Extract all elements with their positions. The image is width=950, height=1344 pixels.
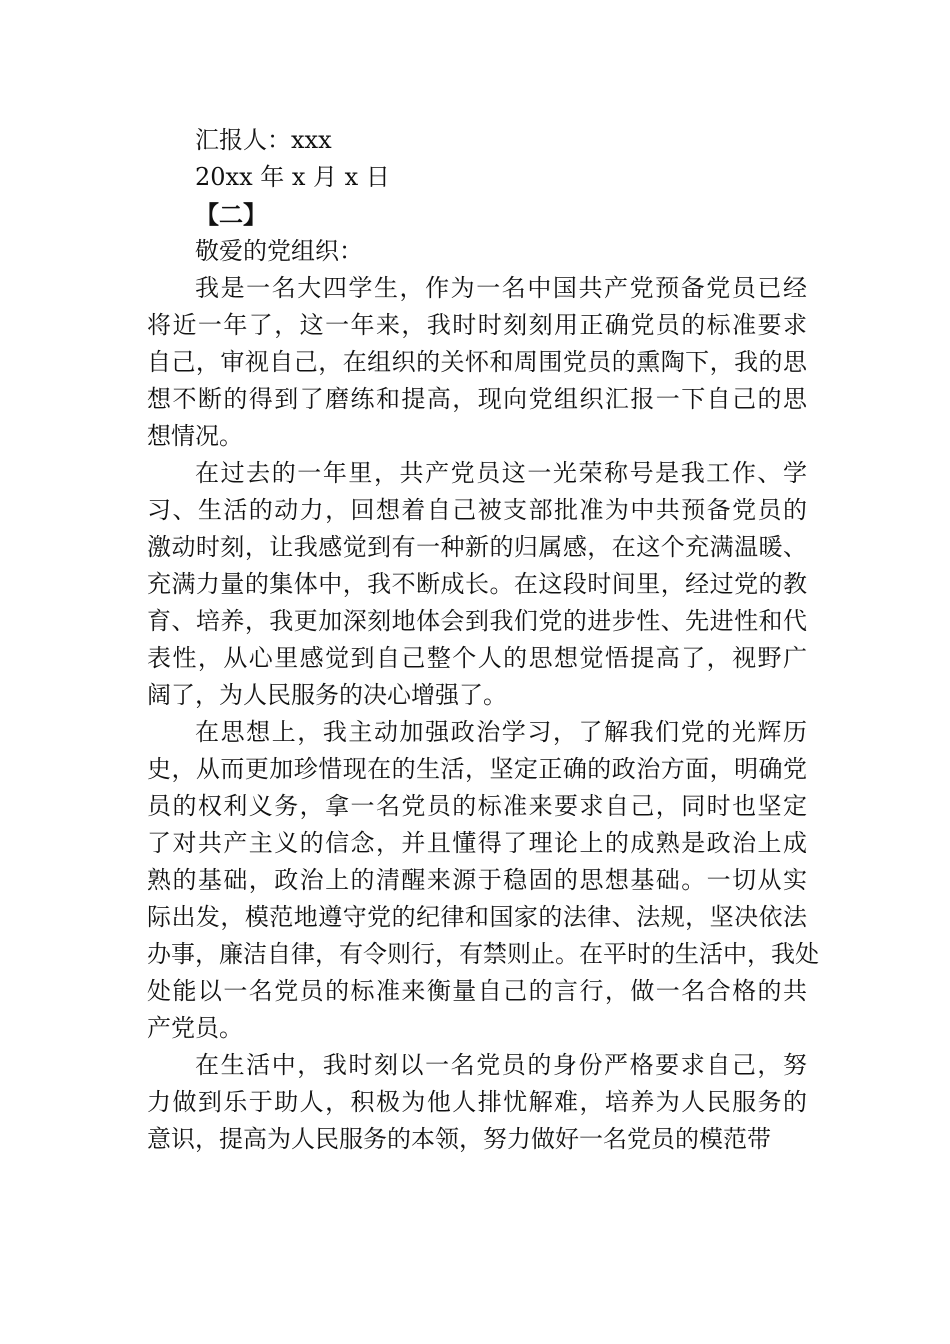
paragraph-line: 表性，从心里感觉到自己整个人的思想觉悟提高了，视野广	[147, 644, 807, 672]
paragraph-line: 想不断的得到了磨练和提高，现向党组织汇报一下自己的思	[147, 385, 807, 413]
paragraph-line: 我是一名大四学生，作为一名中国共产党预备党员已经	[195, 274, 807, 302]
paragraph-line: 在过去的一年里，共产党员这一光荣称号是我工作、学	[195, 459, 807, 487]
paragraph-line: 产党员。	[147, 1014, 243, 1042]
paragraph-line: 将近一年了，这一年来，我时时刻刻用正确党员的标准要求	[147, 311, 807, 339]
paragraph-line: 办事，廉洁自律，有令则行，有禁则止。在平时的生活中，我处	[147, 940, 819, 968]
paragraph-line: 育、培养，我更加深刻地体会到我们党的进步性、先进性和代	[147, 607, 807, 635]
body-paragraph	[147, 270, 807, 455]
report-date: 20xx 年 x 月 x 日	[195, 163, 390, 191]
document-page	[147, 122, 819, 1158]
body-paragraph	[147, 714, 819, 1047]
paragraph-line: 充满力量的集体中，我不断成长。在这段时间里，经过党的教	[147, 570, 807, 598]
paragraph-line: 想情况。	[147, 422, 243, 450]
reporter-line: 汇报人：xxx	[195, 126, 332, 154]
paragraph-line: 际出发，模范地遵守党的纪律和国家的法律、法规，坚决依法	[147, 903, 807, 931]
paragraph-line: 激动时刻，让我感觉到有一种新的归属感，在这个充满温暖、	[147, 533, 807, 561]
salutation: 敬爱的党组织：	[195, 237, 363, 265]
body-paragraphs	[147, 270, 819, 1158]
body-paragraph	[147, 455, 807, 714]
paragraph-line: 熟的基础，政治上的清醒来源于稳固的思想基础。一切从实	[147, 866, 807, 894]
paragraph-line: 自己，审视自己，在组织的关怀和周围党员的熏陶下，我的思	[147, 348, 807, 376]
paragraph-line: 力做到乐于助人，积极为他人排忧解难，培养为人民服务的	[147, 1088, 807, 1116]
paragraph-line: 处能以一名党员的标准来衡量自己的言行，做一名合格的共	[147, 977, 807, 1005]
paragraph-line: 史，从而更加珍惜现在的生活，坚定正确的政治方面，明确党	[147, 755, 807, 783]
body-paragraph	[147, 1047, 807, 1158]
paragraph-line: 员的权利义务，拿一名党员的标准来要求自己，同时也坚定	[147, 792, 807, 820]
section-label: 【二】	[195, 200, 267, 229]
paragraph-line: 了对共产主义的信念，并且懂得了理论上的成熟是政治上成	[147, 829, 807, 857]
paragraph-line: 在生活中，我时刻以一名党员的身份严格要求自己，努	[195, 1051, 807, 1079]
paragraph-line: 阔了，为人民服务的决心增强了。	[147, 681, 507, 709]
paragraph-line: 意识，提高为人民服务的本领，努力做好一名党员的模范带	[147, 1125, 771, 1153]
paragraph-line: 在思想上，我主动加强政治学习，了解我们党的光辉历	[195, 718, 807, 746]
paragraph-line: 习、生活的动力，回想着自己被支部批准为中共预备党员的	[147, 496, 807, 524]
